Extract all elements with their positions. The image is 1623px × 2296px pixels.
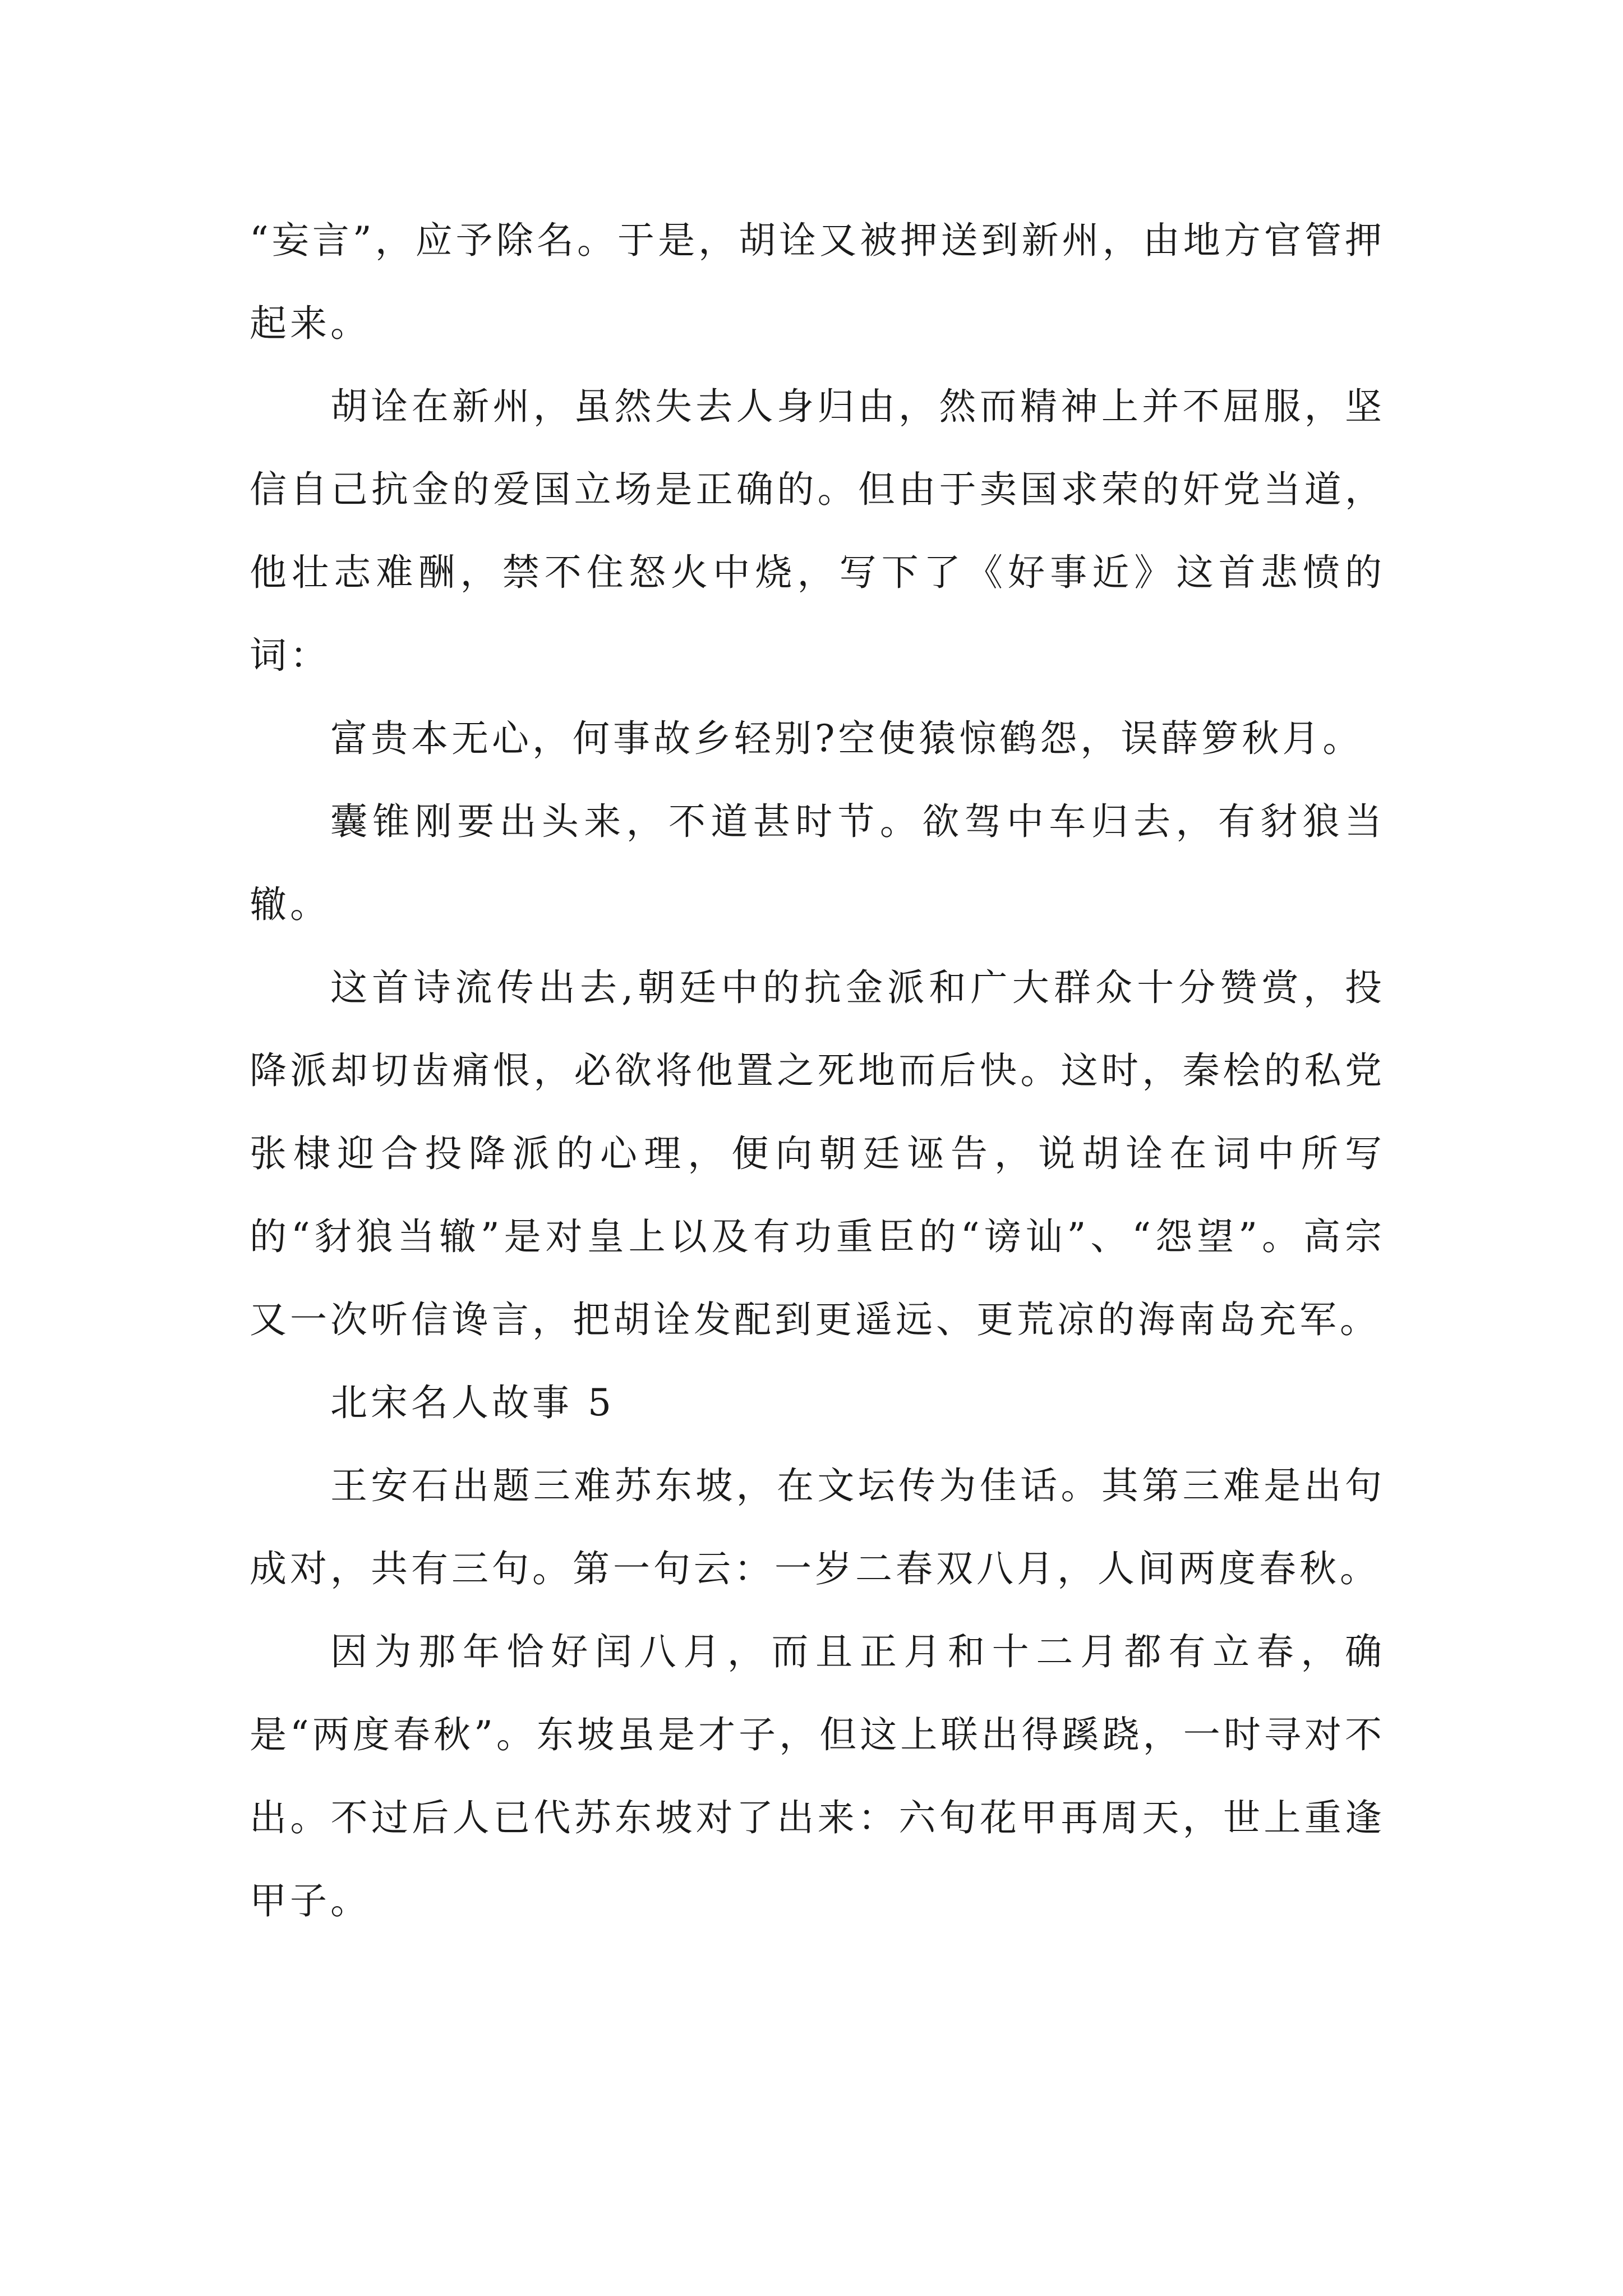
document-body <box>250 199 1385 1943</box>
paragraph-continuation: “妄言”，应予除名。于是，胡诠又被押送到新州，由地方官管押起来。 <box>250 219 1385 345</box>
paragraph-poem-spread: 这首诗流传出去,朝廷中的抗金派和广大群众十分赞赏，投降派却切齿痛恨，必欲将他置之死地而后快。这时，秦桧的私党张棣迎合投降派的心理，便向朝廷诬告，说胡诠在词中所写的“豺狼当辙”是对皇上以及有功重臣的“谤讪”、“怨望”。高宗又一次听信谗言，把胡诠发配到更遥远、更荒凉的海南岛充军。 <box>250 966 1385 1341</box>
paragraph-wang-anshi: 王安石出题三难苏东坡，在文坛传为佳话。其第三难是出句成对，共有三句。第一句云：一岁二春双八月，人间两度春秋。 <box>250 1464 1385 1590</box>
paragraph-hu-quan-in-xinzhou: 胡诠在新州，虽然失去人身归由，然而精神上并不屈服，坚信自己抗金的爱国立场是正确的。但由于卖国求荣的奸党当道，他壮志难酬，禁不住怒火中烧，写下了《好事近》这首悲愤的词： <box>250 385 1385 677</box>
poem-line-2: 囊锥刚要出头来，不道甚时节。欲驾中车归去，有豺狼当辙。 <box>250 800 1385 926</box>
section-heading: 北宋名人故事 5 <box>330 1381 615 1424</box>
paragraph-leap-month: 因为那年恰好闰八月，而且正月和十二月都有立春，确是“两度春秋”。东坡虽是才子，但这上联出得蹊跷，一时寻对不出。不过后人已代苏东坡对了出来：六旬花甲再周天，世上重逢甲子。 <box>250 1630 1385 1922</box>
poem-line-1: 富贵本无心，何事故乡轻别?空使猿惊鹤怨，误薛箩秋月。 <box>330 717 1363 760</box>
